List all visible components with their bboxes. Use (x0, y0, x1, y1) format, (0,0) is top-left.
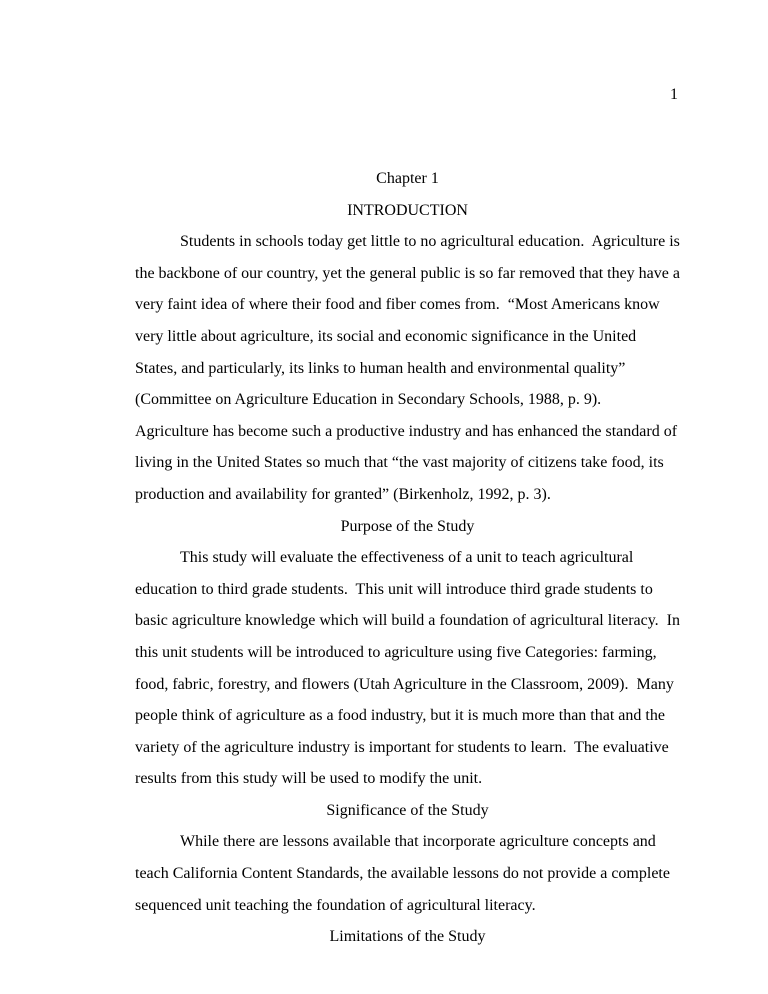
chapter-label: Chapter 1 (376, 170, 439, 187)
heading-purpose-of-the-study: Purpose of the Study (340, 517, 475, 535)
document-content (135, 163, 685, 953)
heading-limitations-of-the-study: Limitations of the Study (329, 928, 486, 946)
chapter-title: INTRODUCTION (347, 201, 468, 219)
paragraph-purpose: This study will evaluate the effectiveness of a unit to teach agricultural education to third grade students. This unit will introduce third grade students to basic agriculture knowledge which will build a foundation of agricultural literacy. In this unit students will be introduced to agriculture using five Categories: farming, food, fabric, forestry, and flowers (Utah Agriculture in the Classroom, 2009). Many people think of agriculture as a food industry, but it is much more than that and the variety of the agriculture industry is important for students to learn. The evaluative results from this study will be used to modify the unit. (135, 549, 685, 788)
paragraph-significance: While there are lessons available that incorporate agriculture concepts and teach California Content Standards, the available lessons do not provide a complete sequenced unit teaching the foundation of agricultural literacy. (135, 833, 674, 914)
paragraph-introduction: Students in schools today get little to no agricultural education. Agriculture is the backbone of our country, yet the general public is so far removed that they have a very faint idea of where their food and fiber comes from. “Most Americans know very little about agriculture, its social and economic significance in the United States, and particularly, its links to human health and environmental quality” (Committee on Agriculture Education in Secondary Schools, 1988, p. 9). Agriculture has become such a productive industry and has enhanced the standard of living in the United States so much that “the vast majority of citizens take food, its production and availability for granted” (Birkenholz, 1992, p. 3). (135, 233, 684, 503)
page-number: 1 (670, 86, 678, 103)
heading-significance-of-the-study: Significance of the Study (326, 801, 489, 819)
